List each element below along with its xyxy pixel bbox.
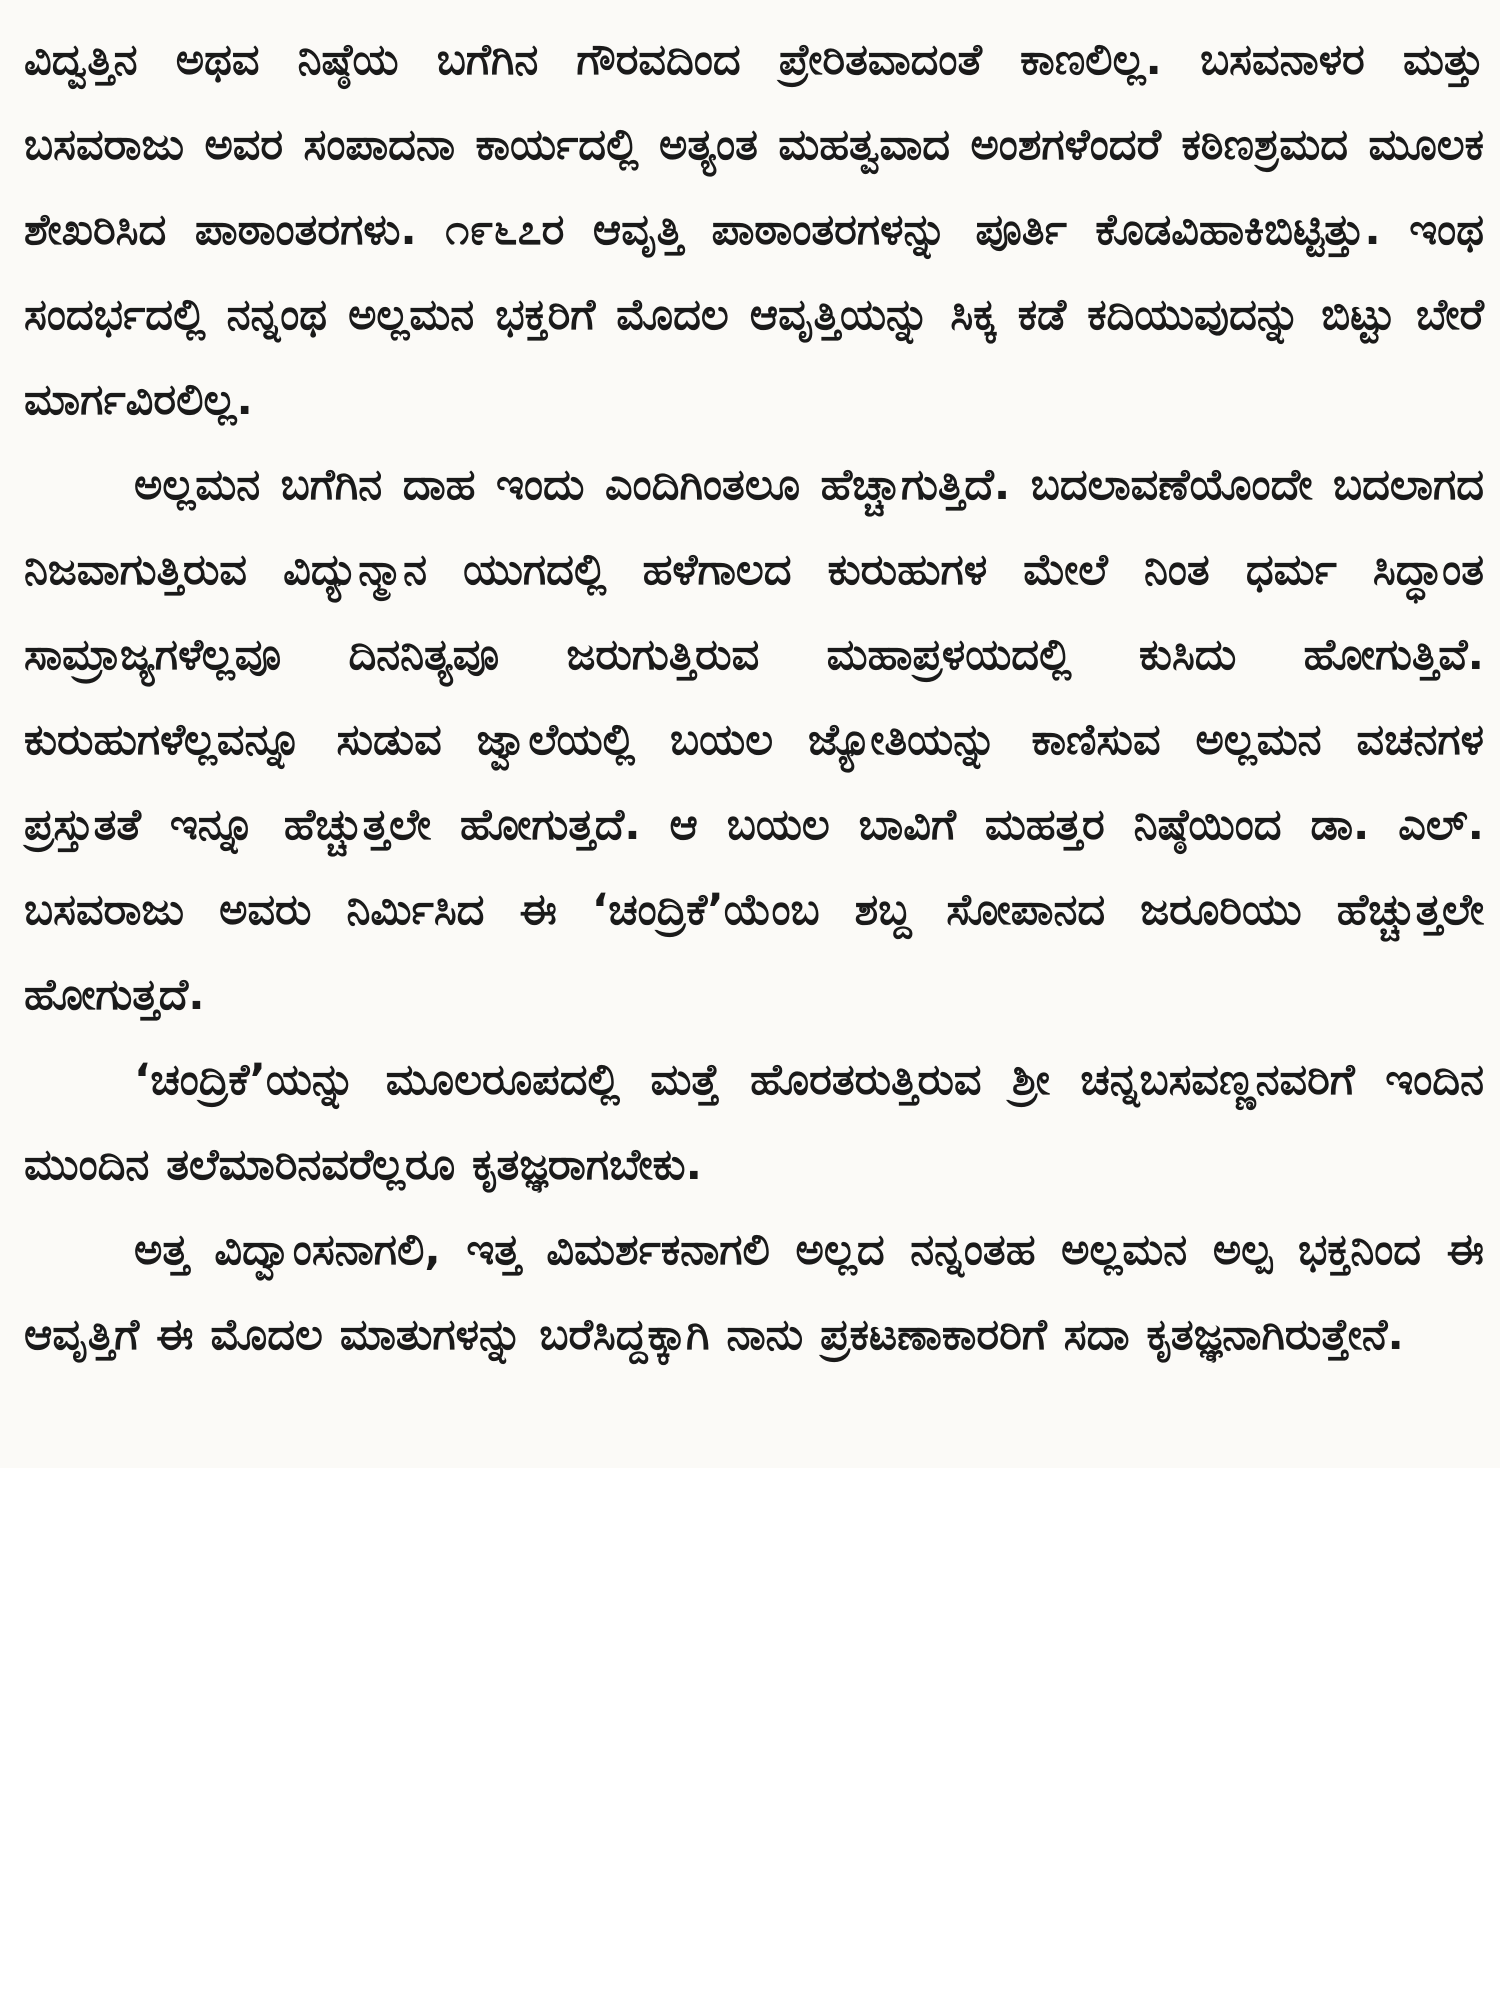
paragraph-1: ವಿದ್ವತ್ತಿನ ಅಥವ ನಿಷ್ಠೆಯ ಬಗೆಗಿನ ಗೌರವದಿಂದ ಪ್ರೇರಿತವಾದಂತೆ ಕಾಣಲಿಲ್ಲ. ಬಸವನಾಳರ ಮತ್ತು ಬಸವರಾಜು ಅವರ ಸಂಪಾದನಾ ಕಾರ್ಯದಲ್ಲಿ ಅತ್ಯಂತ ಮಹತ್ವವಾದ ಅಂಶಗಳೆಂದರೆ ಕಠಿಣಶ್ರಮದ ಮೂಲಕ ಶೇಖರಿಸಿದ ಪಾಠಾಂತರಗಳು. ೧೯೬೭ರ ಆವೃತ್ತಿ ಪಾಠಾಂತರಗಳನ್ನು ಪೂರ್ತಿ ಕೊಡವಿಹಾಕಿಬಿಟ್ಟಿತ್ತು. ಇಂಥ ಸಂದರ್ಭದಲ್ಲಿ ನನ್ನಂಥ ಅಲ್ಲಮನ ಭಕ್ತರಿಗೆ ಮೊದಲ ಆವೃತ್ತಿಯನ್ನು ಸಿಕ್ಕ ಕಡೆ ಕದಿಯುವುದನ್ನು ಬಿಟ್ಟು ಬೇರೆ ಮಾರ್ಗವಿರಲಿಲ್ಲ. — [24, 35, 1484, 425]
body-text — [24, 18, 1484, 1378]
paragraph-4: ಅತ್ತ ವಿದ್ವಾಂಸನಾಗಲಿ, ಇತ್ತ ವಿಮರ್ಶಕನಾಗಲಿ ಅಲ್ಲದ ನನ್ನಂತಹ ಅಲ್ಲಮನ ಅಲ್ಪ ಭಕ್ತನಿಂದ ಈ ಆವೃತ್ತಿಗೆ ಈ ಮೊದಲ ಮಾತುಗಳನ್ನು ಬರೆಸಿದ್ದಕ್ಕಾಗಿ ನಾನು ಪ್ರಕಟಣಾಕಾರರಿಗೆ ಸದಾ ಕೃತಜ್ಞನಾಗಿರುತ್ತೇನೆ. — [24, 1225, 1484, 1360]
paragraph-2: ಅಲ್ಲಮನ ಬಗೆಗಿನ ದಾಹ ಇಂದು ಎಂದಿಗಿಂತಲೂ ಹೆಚ್ಚಾಗುತ್ತಿದೆ. ಬದಲಾವಣೆಯೊಂದೇ ಬದಲಾಗದ ನಿಜವಾಗುತ್ತಿರುವ ವಿದ್ಯುನ್ಮಾನ ಯುಗದಲ್ಲಿ ಹಳೆಗಾಲದ ಕುರುಹುಗಳ ಮೇಲೆ ನಿಂತ ಧರ್ಮ ಸಿದ್ಧಾಂತ ಸಾಮ್ರಾಜ್ಯಗಳೆಲ್ಲವೂ ದಿನನಿತ್ಯವೂ ಜರುಗುತ್ತಿರುವ ಮಹಾಪ್ರಳಯದಲ್ಲಿ ಕುಸಿದು ಹೋಗುತ್ತಿವೆ. ಕುರುಹುಗಳೆಲ್ಲವನ್ನೂ ಸುಡುವ ಜ್ವಾಲೆಯಲ್ಲಿ ಬಯಲ ಜ್ಯೋತಿಯನ್ನು ಕಾಣಿಸುವ ಅಲ್ಲಮನ ವಚನಗಳ ಪ್ರಸ್ತುತತೆ ಇನ್ನೂ ಹೆಚ್ಚುತ್ತಲೇ ಹೋಗುತ್ತದೆ. ಆ ಬಯಲ ಬಾವಿಗೆ ಮಹತ್ತರ ನಿಷ್ಠೆಯಿಂದ ಡಾ. ಎಲ್. ಬಸವರಾಜು ಅವರು ನಿರ್ಮಿಸಿದ ಈ ‘ಚಂದ್ರಿಕೆ’ಯೆಂಬ ಶಬ್ದ ಸೋಪಾನದ ಜರೂರಿಯು ಹೆಚ್ಚುತ್ತಲೇ ಹೋಗುತ್ತದೆ. — [24, 460, 1484, 1020]
paragraph-3: ‘ಚಂದ್ರಿಕೆ’ಯನ್ನು ಮೂಲರೂಪದಲ್ಲಿ ಮತ್ತೆ ಹೊರತರುತ್ತಿರುವ ಶ್ರೀ ಚನ್ನಬಸವಣ್ಣನವರಿಗೆ ಇಂದಿನ ಮುಂದಿನ ತಲೆಮಾರಿನವರೆಲ್ಲರೂ ಕೃತಜ್ಞರಾಗಬೇಕು. — [24, 1055, 1484, 1190]
blank-area — [0, 1468, 1500, 2000]
